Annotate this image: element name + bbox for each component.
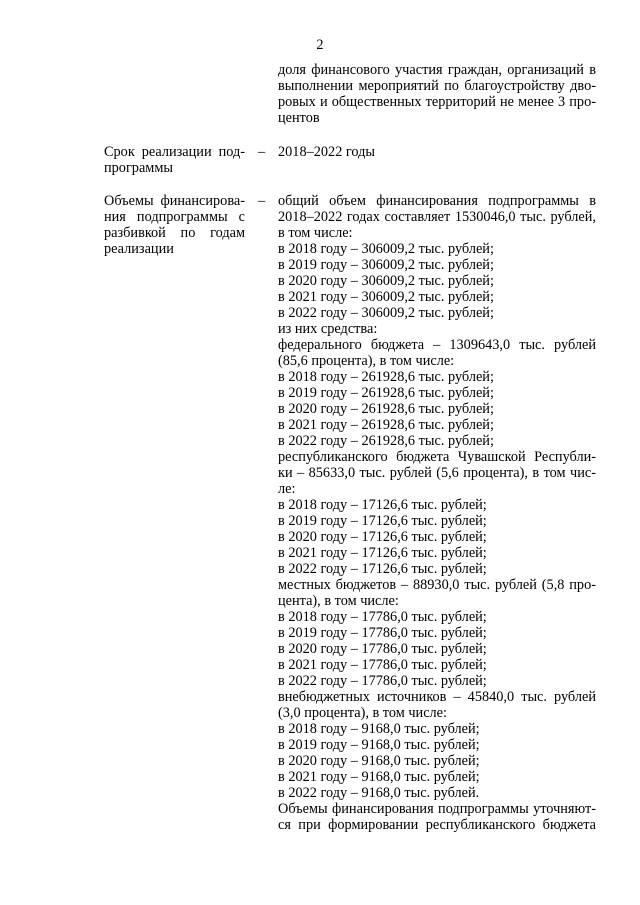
funding-line: в 2019 году – 306009,2 тыс. рублей; bbox=[278, 257, 494, 273]
funding-line: в 2020 году – 17126,6 тыс. рублей; bbox=[278, 529, 487, 545]
funding-line: ки – 85633,0 тыс. рублей (5,6 процента), в том чис- bbox=[278, 465, 596, 481]
funding-line: в 2019 году – 17786,0 тыс. рублей; bbox=[278, 625, 487, 641]
funding-label-line: разбивкой по годам bbox=[104, 225, 245, 241]
term-value: 2018–2022 годы bbox=[278, 144, 376, 160]
funding-line: в 2018 году – 17126,6 тыс. рублей; bbox=[278, 497, 487, 513]
funding-line: в 2022 году – 17126,6 тыс. рублей; bbox=[278, 561, 487, 577]
term-label-line: программы bbox=[104, 160, 174, 176]
funding-line: в 2021 году – 17786,0 тыс. рублей; bbox=[278, 657, 487, 673]
funding-line: внебюджетных источников – 45840,0 тыс. рублей bbox=[278, 689, 596, 705]
funding-line: цента), в том числе: bbox=[278, 593, 399, 609]
funding-line: (3,0 процента), в том числе: bbox=[278, 705, 448, 721]
funding-line: Объемы финансирования подпрограммы уточняют- bbox=[278, 801, 596, 817]
funding-line: федерального бюджета – 1309643,0 тыс. рублей bbox=[278, 337, 596, 353]
funding-label-line: Объемы финансирова- bbox=[104, 193, 245, 209]
funding-line: в 2022 году – 17786,0 тыс. рублей; bbox=[278, 673, 487, 689]
page-number: 2 bbox=[316, 37, 324, 53]
funding-line: в 2022 году – 306009,2 тыс. рублей; bbox=[278, 305, 494, 321]
funding-line: в 2021 году – 17126,6 тыс. рублей; bbox=[278, 545, 487, 561]
funding-dash: – bbox=[258, 193, 266, 209]
funding-line: в 2019 году – 17126,6 тыс. рублей; bbox=[278, 513, 487, 529]
funding-line: (85,6 процента), в том числе: bbox=[278, 353, 455, 369]
funding-line: в 2018 году – 9168,0 тыс. рублей; bbox=[278, 721, 480, 737]
funding-line: республиканского бюджета Чувашской Республи- bbox=[278, 449, 596, 465]
header-line: доля финансового участия граждан, организаций в bbox=[278, 62, 596, 78]
funding-line: в 2020 году – 261928,6 тыс. рублей; bbox=[278, 401, 494, 417]
funding-line: в 2020 году – 306009,2 тыс. рублей; bbox=[278, 273, 494, 289]
term-dash: – bbox=[258, 144, 266, 160]
funding-line: в 2020 году – 9168,0 тыс. рублей; bbox=[278, 753, 480, 769]
funding-line: общий объем финансирования подпрограммы в bbox=[278, 193, 596, 209]
funding-line: в 2021 году – 261928,6 тыс. рублей; bbox=[278, 417, 494, 433]
funding-line: в 2022 году – 9168,0 тыс. рублей. bbox=[278, 785, 480, 801]
funding-label-line: реализации bbox=[104, 241, 174, 257]
funding-line: 2018–2022 годах составляет 1530046,0 тыс. рублей, bbox=[278, 209, 596, 225]
funding-line: в 2018 году – 17786,0 тыс. рублей; bbox=[278, 609, 487, 625]
header-line: ровых и общественных территорий не менее 3 про- bbox=[278, 94, 596, 110]
funding-line: местных бюджетов – 88930,0 тыс. рублей (5,8 про- bbox=[278, 577, 596, 593]
funding-line: ся при формировании республиканского бюджета bbox=[278, 817, 596, 833]
funding-line: в 2022 году – 261928,6 тыс. рублей; bbox=[278, 433, 494, 449]
funding-line: в 2019 году – 9168,0 тыс. рублей; bbox=[278, 737, 480, 753]
funding-line: из них средства: bbox=[278, 321, 378, 337]
header-line: выполнении мероприятий по благоустройству дво- bbox=[278, 78, 596, 94]
funding-line: в 2021 году – 9168,0 тыс. рублей; bbox=[278, 769, 480, 785]
funding-line: ле: bbox=[278, 481, 296, 497]
funding-line: в 2019 году – 261928,6 тыс. рублей; bbox=[278, 385, 494, 401]
funding-line: в 2021 году – 306009,2 тыс. рублей; bbox=[278, 289, 494, 305]
funding-line: в 2018 году – 261928,6 тыс. рублей; bbox=[278, 369, 494, 385]
term-label-line: Срок реализации под- bbox=[104, 144, 245, 160]
funding-line: в 2018 году – 306009,2 тыс. рублей; bbox=[278, 241, 494, 257]
header-line: центов bbox=[278, 110, 320, 126]
funding-line: в том числе: bbox=[278, 225, 353, 241]
funding-label-line: ния подпрограммы с bbox=[104, 209, 245, 225]
funding-line: в 2020 году – 17786,0 тыс. рублей; bbox=[278, 641, 487, 657]
